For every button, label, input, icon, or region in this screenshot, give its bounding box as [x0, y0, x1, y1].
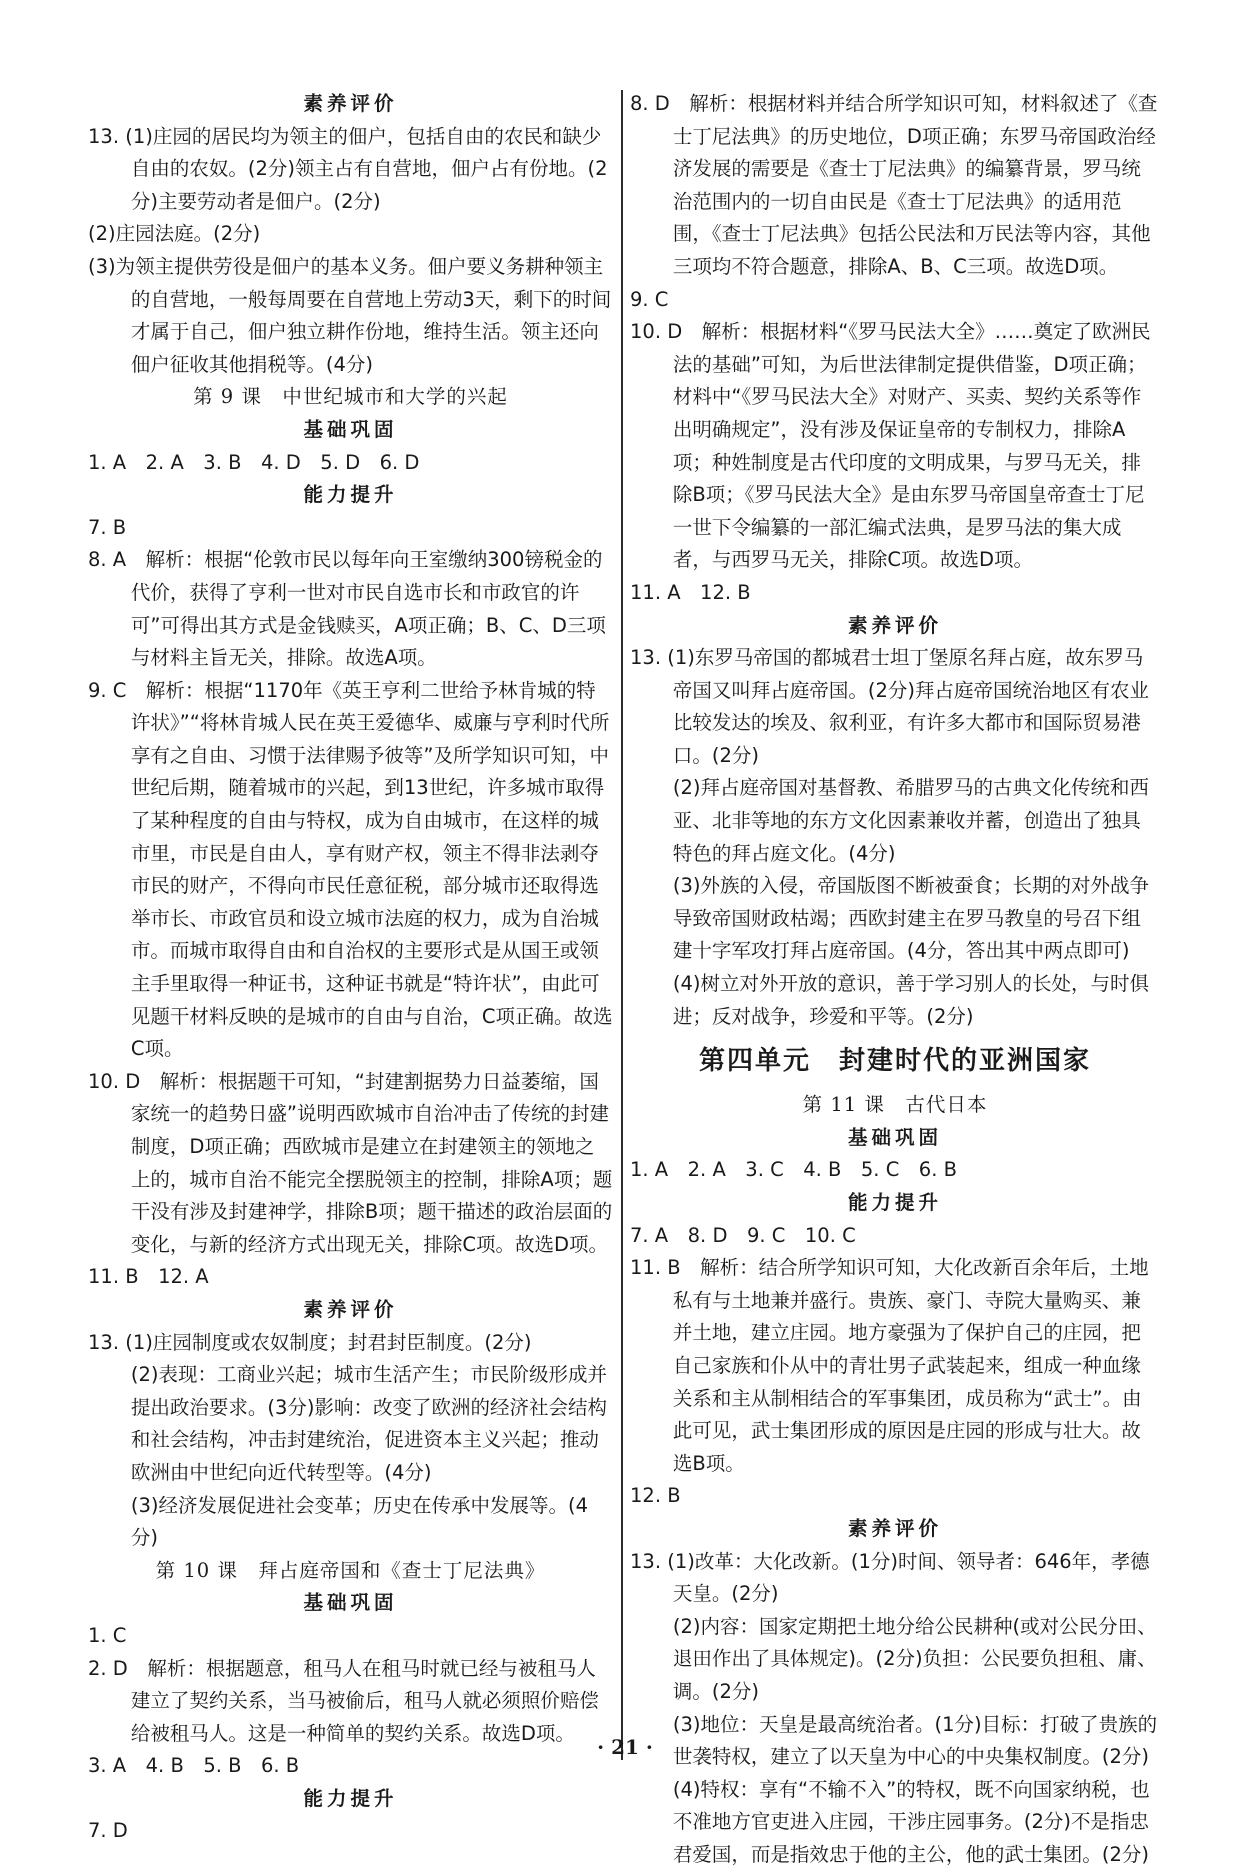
answer-row: 7. A 8. D 9. C 10. C	[630, 1223, 856, 1247]
answer-row: 1. A 2. A 3. C 4. B 5. C 6. B	[630, 1158, 957, 1182]
unit-title: 第四单元 封建时代的亚洲国家	[698, 1046, 1091, 1077]
lesson-title: 第 9 课 中世纪城市和大学的兴起	[193, 385, 508, 409]
answer-continuation: (3)地位：天皇是最高统治者。(1分)目标：打破了贵族的世袭特权，建立了以天皇为中心的中央集权制度。(2分)	[672, 1712, 1158, 1769]
answer-continuation: (2)表现：工商业兴起；城市生活产生；市民阶级形成并提出政治要求。(3分)影响：改变了欧洲的经济社会结构和社会结构，冲击封建统治，促进资本主义兴起；推动欧洲由中世纪向近代转型等。(4分)	[130, 1363, 608, 1484]
section-heading: 能力提升	[847, 1191, 942, 1214]
answer-row: 7. D	[88, 1819, 128, 1843]
section-heading: 能力提升	[303, 483, 398, 507]
answer-item: 9. C 解析：根据“1170年《英王亨利二世给予林肯城的特许状》”“将林肯城人民在英王爱德华、威廉与亨利时代所享有之自由、习惯于法律赐予彼等”及所学知识可知，中世纪后期，随着城市的兴起，到13世纪，许多城市取得了某种程度的自由与特权，成为自由城市，在这样的城市里，市民是自由人，享有财产权，领主不得非法剥夺市民的财产，不得向市民任意征税，部分城市还取得选举市长、市政官员和设立城市法庭的权力，成为自治城市。而城市取得自由和自治权的主要形式是从国王或领主手里取得一种证书，这种证书就是“特许状”，由此可见题干材料反映的是城市的自由与自治，C项正确。故选C项。	[88, 678, 613, 1061]
answer-row: 9. C	[630, 287, 669, 311]
answer-row: 1. C	[88, 1623, 127, 1647]
section-heading: 素养评价	[847, 1516, 942, 1540]
section-heading: 基础巩固	[303, 1591, 398, 1615]
answer-row: 11. A 12. B	[630, 580, 751, 604]
answer-continuation: (2)内容：国家定期把土地分给公民耕种(或对公民分田、退田作出了具体规定)。(2分)负担：公民要负担租、庸、调。(2分)	[672, 1614, 1157, 1703]
answer-continuation: (2)拜占庭帝国对基督教、希腊罗马的古典文化传统和西亚、北非等地的东方文化因素兼收并蓄，创造出了独具特色的拜占庭文化。(4分)	[672, 776, 1150, 865]
section-heading: 素养评价	[303, 1297, 398, 1321]
answer-item: 13. (1)东罗马帝国的都城君士坦丁堡原名拜占庭，故东罗马帝国又叫拜占庭帝国。(2分)拜占庭帝国统治地区有农业比较发达的埃及、叙利亚，有许多大都市和国际贸易港口。(2分)	[630, 646, 1150, 767]
answer-continuation: (4)特权：享有“不输不入”的特权，既不向国家纳税，也不准地方官吏进入庄园，干涉庄园事务。(2分)不是指忠君爱国，而是指效忠于他的主公，他的武士集团。(2分)	[672, 1777, 1150, 1866]
column-divider	[621, 90, 623, 1760]
answer-item: 13. (1)改革：大化改新。(1分)时间、领导者：646年，孝德天皇。(2分)	[630, 1549, 1150, 1606]
answer-item: (3)为领主提供劳役是佃户的基本义务。佃户要义务耕种领主的自营地，一般每周要在自营地上劳动3天，剩下的时间才属于自己，佃户独立耕作份地，维持生活。领主还向佃户征收其他捐税等。(4分)	[88, 254, 612, 376]
lesson-title: 第 10 课 拜占庭帝国和《查士丁尼法典》	[155, 1558, 546, 1582]
answer-continuation: (4)树立对外开放的意识，善于学习别人的长处，与时俱进；反对战争，珍爱和平等。(2分)	[672, 972, 1150, 1028]
section-heading: 基础巩固	[303, 417, 398, 441]
section-heading: 素养评价	[303, 92, 398, 115]
answer-item: 8. D 解析：根据材料并结合所学知识可知，材料叙述了《查士丁尼法典》的历史地位，D项正确；东罗马帝国政治经济发展的需要是《查士丁尼法典》的编纂背景，罗马统治范围内的一切自由民是《查士丁尼法典》的适用范围，《查士丁尼法典》包括公民法和万民法等内容，其他三项均不符合题意，排除A、B、C三项。故选D项。	[630, 92, 1158, 278]
section-heading: 素养评价	[847, 613, 942, 637]
answer-item: 10. D 解析：根据材料“《罗马民法大全》……奠定了欧洲民法的基础”可知，为后世法律制定提供借鉴，D项正确；材料中“《罗马民法大全》对财产、买卖、契约关系等作出明确规定”，没有涉及保证皇帝的专制权力，排除A项；种姓制度是古代印度的文明成果，与罗马无关，排除B项；《罗马民法大全》是由东罗马帝国皇帝查士丁尼一世下令编纂的一部汇编式法典，是罗马法的集大成者，与西罗马无关，排除C项。故选D项。	[630, 320, 1151, 572]
answer-item: 8. A 解析：根据“伦敦市民以每年向王室缴纳300镑税金的代价，获得了亨利一世对市民自选市长和市政官的许可”可得出其方式是金钱赎买，A项正确；B、C、D三项与材料主旨无关，排除。故选A项。	[88, 548, 606, 670]
section-heading: 基础巩固	[847, 1125, 942, 1149]
answer-row: 3. A 4. B 5. B 6. B	[88, 1754, 300, 1778]
answer-item: 2. D 解析：根据题意，租马人在租马时就已经与被租马人建立了契约关系，当马被偷后，租马人就必须照价赔偿给被租马人。这是一种简单的契约关系。故选D项。	[88, 1656, 599, 1745]
lesson-title: 第 11 课 古代日本	[802, 1093, 988, 1117]
answer-row: 12. B	[630, 1484, 681, 1508]
section-heading: 能力提升	[303, 1786, 398, 1810]
answer-row: 1. A 2. A 3. B 4. D 5. D 6. D	[88, 450, 420, 474]
answer-item: 13. (1)庄园的居民均为领主的佃户，包括自由的农民和缺少自由的农奴。(2分)领主占有自营地，佃户占有份地。(2分)主要劳动者是佃户。(2分)	[88, 124, 608, 213]
answer-continuation: (3)经济发展促进社会变革；历史在传承中发展等。(4分)	[130, 1493, 589, 1550]
answer-item: 11. B 解析：结合所学知识可知，大化改新百余年后，土地私有与土地兼并盛行。贵族、豪门、寺院大量购买、兼并土地，建立庄园。地方豪强为了保护自己的庄园，把自己家族和仆从中的青壮男子武装起来，组成一种血缘关系和主从制相结合的军事集团，成员称为“武士”。由此可见，武士集团形成的原因是庄园的形成与壮大。故选B项。	[630, 1256, 1149, 1475]
answer-row: 11. B 12. A	[88, 1265, 209, 1289]
right-column	[630, 88, 1160, 1871]
answer-item: 10. D 解析：根据题干可知，“封建割据势力日益萎缩，国家统一的趋势日盛”说明西欧城市自治冲击了传统的封建制度，D项正确；西欧城市是建立在封建领主的领地之上的，城市自治不能完全摆脱领主的控制，排除A项；题干没有涉及封建神学，排除B项；题干描述的政治层面的变化，与新的经济方式出现无关，排除C项。故选D项。	[88, 1069, 613, 1256]
answer-row: (2)庄园法庭。(2分)	[88, 222, 261, 246]
page-number: · 21 ·	[597, 1735, 653, 1759]
answer-item: 13. (1)庄园制度或农奴制度；封君封臣制度。(2分)	[88, 1330, 532, 1354]
answer-row: 7. B	[88, 515, 127, 539]
left-column	[88, 88, 613, 1848]
answer-continuation: (3)外族的入侵，帝国版图不断被蚕食；长期的对外战争导致帝国财政枯竭；西欧封建主在罗马教皇的号召下组建十字军攻打拜占庭帝国。(4分，答出其中两点即可)	[672, 874, 1150, 963]
